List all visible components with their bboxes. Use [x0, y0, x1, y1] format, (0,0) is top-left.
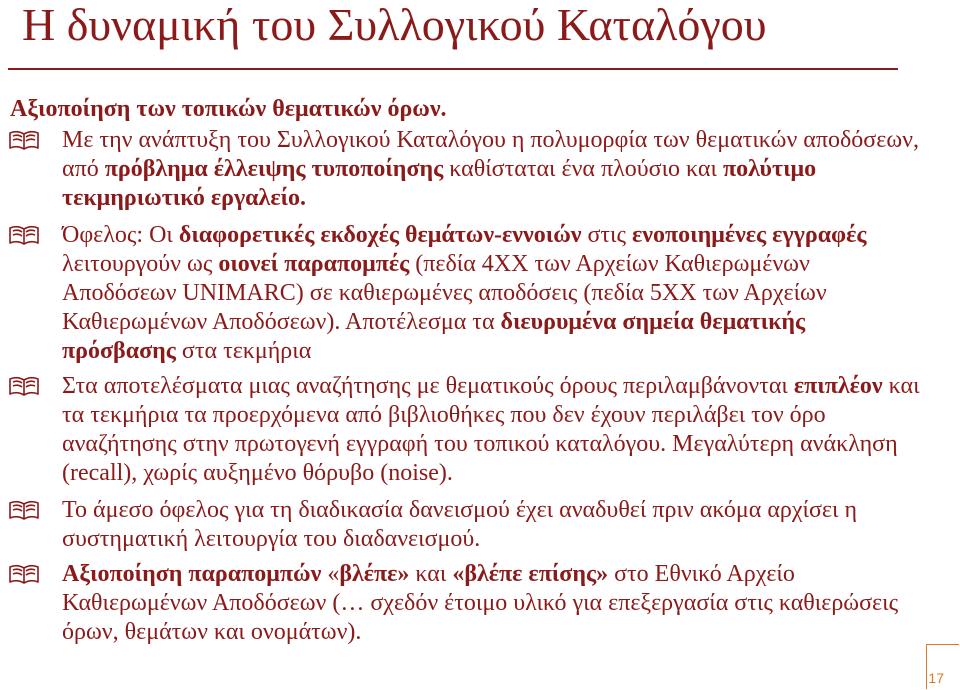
bullet-text [62, 221, 920, 366]
bold-phrase: ενοποιημένες εγγραφές [632, 222, 867, 248]
open-book-icon [8, 499, 40, 521]
bullet-item [0, 496, 920, 554]
text-run: και τα τεκμήρια τα προερχόμενα από βιβλιοθήκες που δεν έχουν περιλάβει τον όρο αναζήτησης στην πρωτογενή εγγραφή του τοπικού καταλόγου. Μεγαλύτερη ανάκληση (recall), χωρίς αυξημένο θόρυβο (noise). [62, 373, 920, 486]
page-number: 17 [928, 670, 944, 686]
text-run: στο Εθνικό Αρχείο Καθιερωμένων Αποδόσεων (… σχεδόν έτοιμο υλικό για επεξεργασία στις καθιερώσεις όρων, θεμάτων και ονομάτων). [62, 561, 899, 645]
bullet-text [62, 126, 920, 213]
text-run: Όφελος: Οι [62, 222, 179, 248]
slide-subtitle: Αξιοποίηση των τοπικών θεματικών όρων. [10, 96, 447, 122]
bullet-item [0, 372, 920, 488]
title-divider [8, 68, 898, 70]
bullet-list [0, 126, 920, 647]
bullet-text [62, 372, 920, 488]
text-run: Στα αποτελέσματα μιας αναζήτησης με θεματικούς όρους περιλαμβάνονται [62, 373, 794, 399]
text-run: Το άμεσο όφελος για τη διαδικασία δανεισμού έχει αναδυθεί πριν ακόμα αρχίσει η συστηματική λειτουργία του διαδανεισμού. [62, 497, 858, 552]
bold-phrase: επιπλέον [793, 373, 883, 399]
text-run: στις [581, 222, 633, 248]
open-book-icon [8, 224, 40, 246]
bold-phrase: διαφορετικές εκδοχές θεμάτων-εννοιών [178, 222, 582, 248]
text-run: στα τεκμήρια [175, 338, 312, 364]
text-run: Με την ανάπτυξη του Συλλογικού Καταλόγου η πολυμορφία των θεματικών αποδόσεων, από [62, 127, 919, 182]
bullet-item [0, 221, 920, 366]
bold-phrase: Αξιοποίηση παραπομπών [62, 561, 322, 587]
text-run: « [321, 561, 340, 587]
text-run: (πεδία 4XX των Αρχείων Καθιερωμένων Αποδόσεων UNIMARC) σε καθιερωμένες αποδόσεις (πεδία 5XX των Αρχείων Καθιερωμένων Αποδόσεων). Αποτέλεσμα τα [62, 251, 827, 335]
bold-phrase: οιονεί παραπομπές [218, 251, 410, 277]
bold-phrase: διευρυμένα σημεία θεματικής πρόσβασης [62, 309, 806, 364]
open-book-icon [8, 129, 40, 151]
bold-phrase: βλέπε» [339, 561, 410, 587]
open-book-icon [8, 563, 40, 585]
text-run: καθίσταται ένα πλούσιο και [443, 156, 723, 182]
bold-phrase: «βλέπε επίσης» [452, 561, 609, 587]
slide-title: Η δυναμική του Συλλογικού Καταλόγου [22, 0, 767, 50]
bullet-item [0, 560, 920, 647]
text-run: και [409, 561, 453, 587]
bold-phrase: πρόβλημα έλλειψης τυποποίησης [104, 156, 444, 182]
bold-phrase: πολύτιμο τεκμηριωτικό εργαλείο. [62, 156, 817, 211]
bullet-item [0, 126, 920, 213]
text-run: λειτουργούν ως [62, 251, 219, 277]
open-book-icon [8, 375, 40, 397]
bullet-text [62, 560, 920, 647]
bullet-text [62, 496, 920, 554]
